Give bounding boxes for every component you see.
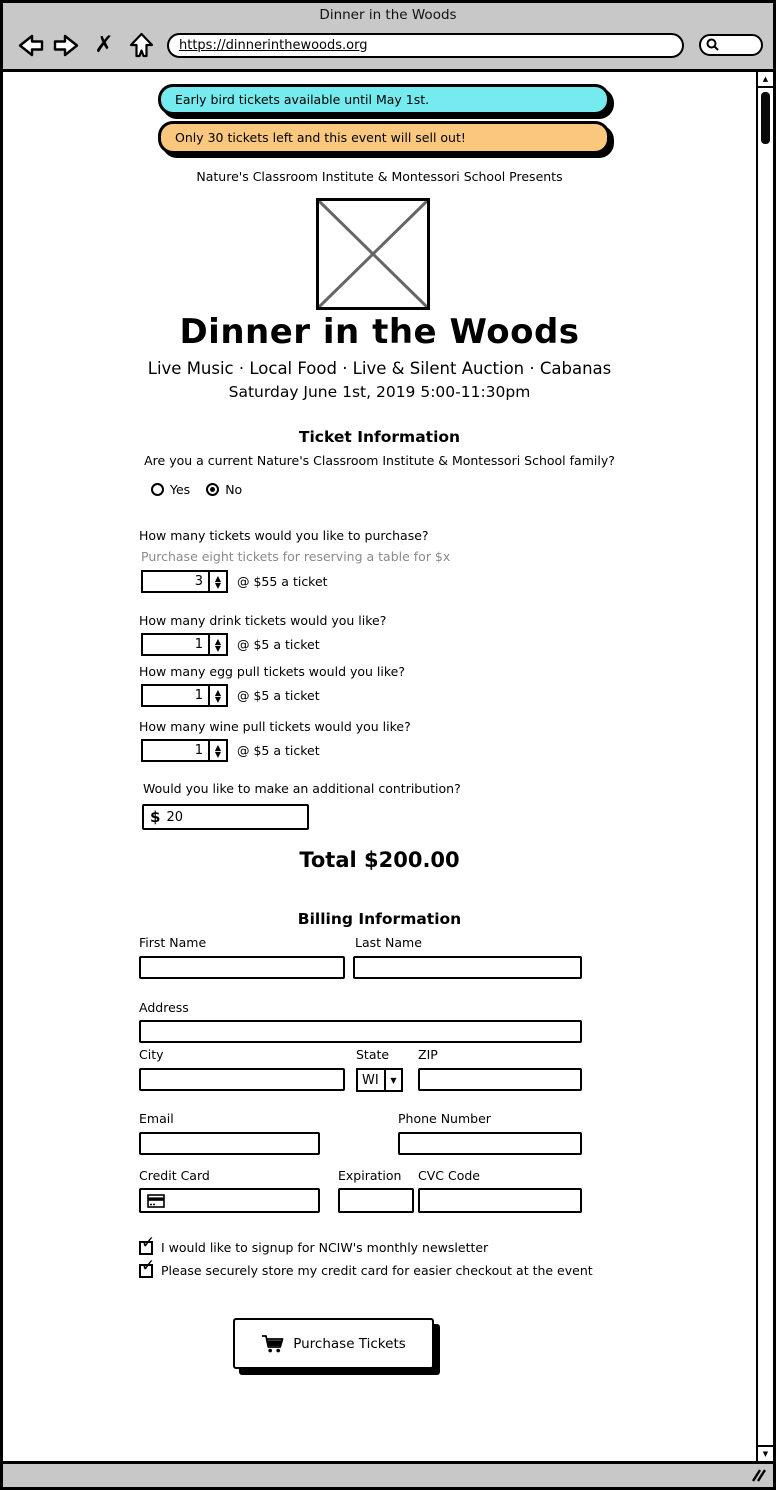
scroll-up-icon[interactable]: ▲: [758, 72, 773, 88]
egg-pull-price-label: @ $5 a ticket: [237, 688, 320, 703]
first-name-label: First Name: [139, 935, 207, 950]
ticket-count-value[interactable]: 3: [194, 574, 203, 589]
title-bar: [3, 3, 773, 27]
drink-ticket-price-label: @ $5 a ticket: [237, 637, 320, 652]
family-radio-group: [151, 482, 242, 497]
store-card-checkbox-label: Please securely store my credit card for easier checkout at the event: [161, 1263, 593, 1278]
table-reserve-hint: Purchase eight tickets for reserving a table for $x: [141, 549, 451, 564]
scrollbar-thumb[interactable]: [761, 92, 770, 144]
order-total: Total $200.00: [299, 848, 460, 872]
email-field[interactable]: [139, 1132, 320, 1155]
stepper-up-icon[interactable]: ▲: [214, 573, 222, 583]
early-bird-banner-text: Early bird tickets available until May 1st.: [175, 92, 430, 107]
browser-toolbar: [3, 27, 773, 69]
wine-pull-stepper-buttons[interactable]: [208, 741, 226, 760]
first-name-field[interactable]: [139, 956, 345, 979]
address-field[interactable]: [139, 1020, 582, 1043]
forward-icon[interactable]: [52, 31, 82, 59]
family-question: Are you a current Nature's Classroom Institute & Montessori School family?: [144, 453, 615, 468]
egg-pull-stepper[interactable]: [141, 684, 228, 707]
search-icon: [705, 37, 721, 53]
radio-yes[interactable]: [151, 482, 190, 497]
address-label: Address: [139, 1000, 189, 1015]
early-bird-banner: [158, 84, 610, 115]
chevron-down-icon[interactable]: ▼: [384, 1070, 401, 1090]
status-bar: [3, 1461, 773, 1487]
egg-pull-value[interactable]: 1: [194, 688, 203, 703]
credit-card-field[interactable]: [139, 1188, 320, 1213]
phone-field[interactable]: [398, 1132, 582, 1155]
stepper-up-icon[interactable]: ▲: [214, 636, 222, 646]
ticket-price-label: @ $55 a ticket: [237, 574, 328, 589]
wine-pull-price-label: @ $5 a ticket: [237, 743, 320, 758]
page-content: [3, 72, 773, 1461]
radio-no-circle[interactable]: [206, 483, 219, 496]
stop-icon[interactable]: ✗: [94, 31, 114, 58]
newsletter-checkbox-label: I would like to signup for NCIW's monthly newsletter: [161, 1240, 489, 1255]
check-icon: ✓: [141, 1256, 156, 1276]
egg-pull-stepper-buttons[interactable]: [208, 686, 226, 705]
stepper-up-icon[interactable]: ▲: [214, 687, 222, 697]
expiration-label: Expiration: [338, 1168, 402, 1183]
state-label: State: [356, 1047, 390, 1062]
resize-grip-icon[interactable]: [749, 1468, 767, 1487]
credit-card-icon: [147, 1194, 165, 1208]
drink-tickets-question-label: How many drink tickets would you like?: [139, 613, 387, 628]
radio-no[interactable]: [206, 482, 242, 497]
check-icon: ✓: [141, 1233, 156, 1253]
tickets-question-label: How many tickets would you like to purchase?: [139, 528, 429, 543]
city-field[interactable]: [139, 1068, 345, 1091]
event-image-placeholder: [316, 198, 430, 310]
city-label: City: [139, 1047, 164, 1062]
purchase-tickets-button[interactable]: [233, 1318, 434, 1369]
url-bar[interactable]: [167, 33, 684, 58]
store-card-checkbox-row[interactable]: [139, 1256, 593, 1278]
event-datetime: Saturday June 1st, 2019 5:00-11:30pm: [228, 383, 531, 401]
phone-label: Phone Number: [398, 1111, 491, 1126]
last-name-field[interactable]: [353, 956, 582, 979]
tickets-left-banner: [158, 121, 610, 154]
radio-yes-label: Yes: [170, 482, 191, 497]
wine-pull-stepper[interactable]: [141, 739, 228, 762]
zip-field[interactable]: [418, 1068, 582, 1091]
vertical-scrollbar[interactable]: [756, 72, 773, 1461]
wine-pull-question-label: How many wine pull tickets would you like?: [139, 719, 411, 734]
contribution-input[interactable]: [142, 804, 309, 830]
stepper-down-icon[interactable]: ▼: [214, 694, 222, 704]
stepper-down-icon[interactable]: ▼: [214, 749, 222, 759]
radio-no-label: No: [225, 482, 243, 497]
stepper-down-icon[interactable]: ▼: [214, 580, 222, 590]
page-title: Dinner in the Woods: [179, 312, 580, 352]
cvc-label: CVC Code: [418, 1168, 480, 1183]
stepper-up-icon[interactable]: ▲: [214, 742, 222, 752]
ticket-count-stepper-buttons[interactable]: [208, 572, 226, 591]
back-icon[interactable]: [15, 31, 45, 59]
contribution-value: 20: [166, 809, 183, 825]
cvc-field[interactable]: [418, 1188, 582, 1213]
store-card-checkbox[interactable]: [139, 1256, 156, 1278]
purchase-tickets-label: Purchase Tickets: [293, 1335, 406, 1352]
wine-pull-value[interactable]: 1: [194, 743, 203, 758]
stepper-down-icon[interactable]: ▼: [214, 643, 222, 653]
egg-pull-question-label: How many egg pull tickets would you like?: [139, 664, 405, 679]
drink-ticket-value[interactable]: 1: [194, 637, 203, 652]
newsletter-checkbox[interactable]: [139, 1233, 156, 1255]
state-dropdown[interactable]: [356, 1068, 403, 1092]
radio-yes-circle[interactable]: [151, 483, 164, 496]
ticket-count-stepper[interactable]: [141, 570, 228, 593]
drink-ticket-stepper[interactable]: [141, 633, 228, 656]
search-box[interactable]: [699, 34, 763, 56]
ticket-info-heading: Ticket Information: [298, 428, 461, 446]
state-value: WI: [362, 1072, 379, 1088]
expiration-field[interactable]: [338, 1188, 414, 1213]
presents-line: Nature's Classroom Institute & Montessori School Presents: [196, 169, 563, 184]
home-icon[interactable]: [126, 31, 156, 59]
contribution-question-label: Would you like to make an additional contribution?: [143, 781, 461, 796]
newsletter-checkbox-row[interactable]: [139, 1233, 489, 1255]
zip-label: ZIP: [418, 1047, 438, 1062]
tickets-left-banner-text: Only 30 tickets left and this event will sell out!: [175, 130, 466, 145]
browser-chrome: [3, 3, 773, 72]
cart-icon: [261, 1334, 285, 1354]
drink-ticket-stepper-buttons[interactable]: [208, 635, 226, 654]
event-tagline: Live Music · Local Food · Live & Silent Auction · Cabanas: [147, 359, 612, 378]
credit-card-label: Credit Card: [139, 1168, 210, 1183]
url-text: https://dinnerinthewoods.org: [179, 37, 368, 53]
currency-symbol: $: [150, 808, 161, 826]
scroll-down-icon[interactable]: ▼: [758, 1445, 773, 1461]
window-title: Dinner in the Woods: [319, 7, 457, 23]
last-name-label: Last Name: [355, 935, 422, 950]
email-label: Email: [139, 1111, 174, 1126]
billing-heading: Billing Information: [297, 910, 462, 928]
